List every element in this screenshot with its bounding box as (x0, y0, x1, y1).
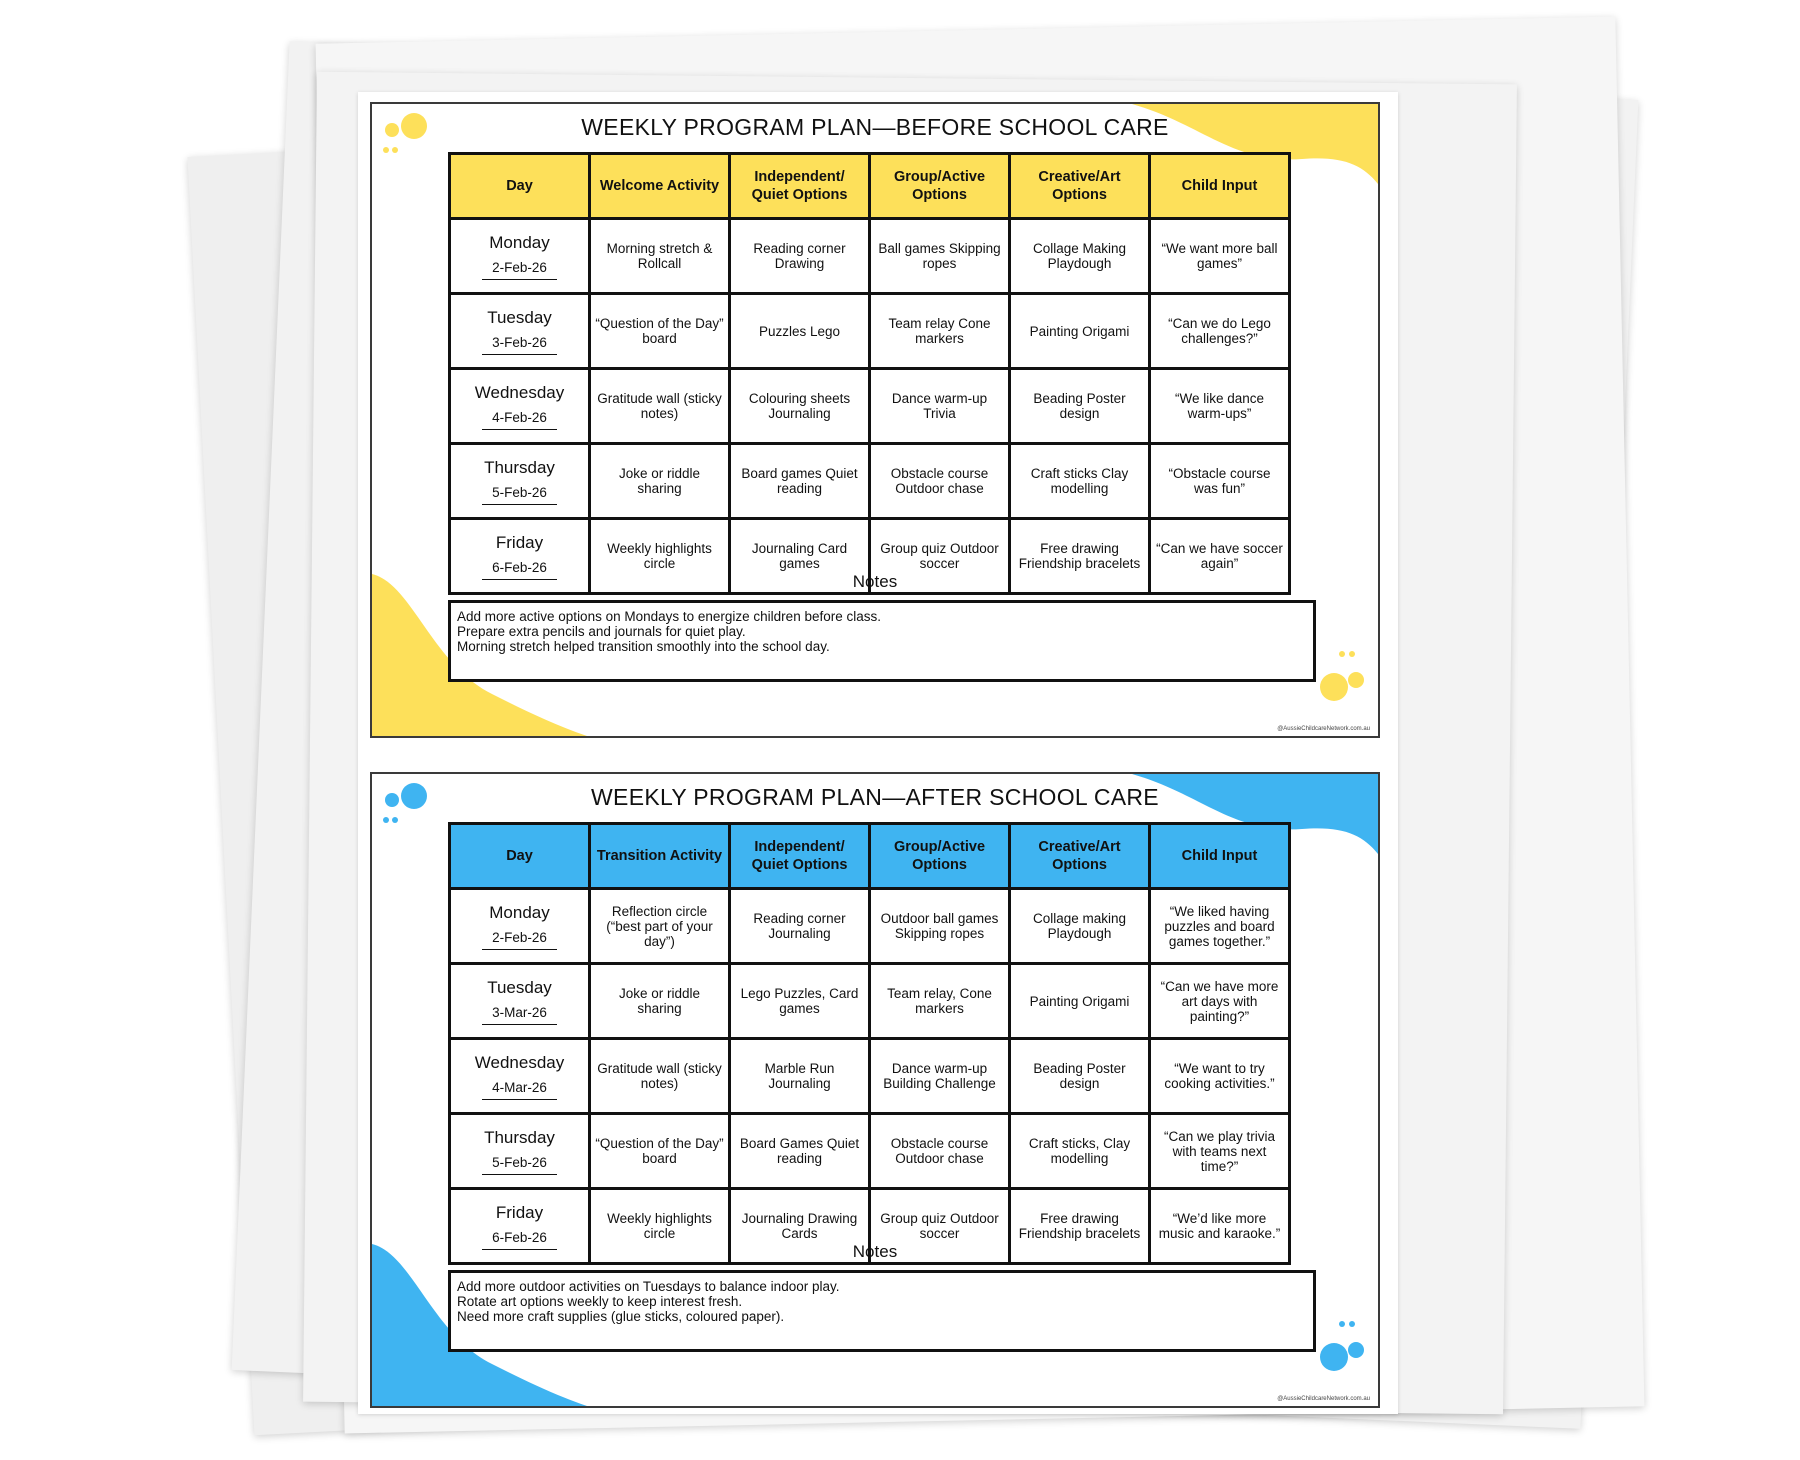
notes-heading: Notes (852, 1242, 898, 1261)
note-line: Rotate art options weekly to keep interest fresh. (457, 1294, 743, 1309)
table-cell: Craft sticks Clay modelling (1010, 444, 1150, 519)
table-cell: Free drawing Friendship bracelets (1010, 519, 1150, 594)
table-cell: Joke or riddle sharing (590, 444, 730, 519)
day-name: Tuesday (487, 977, 552, 997)
table-cell: Weekly highlights circle (590, 1189, 730, 1264)
table-cell: Board Games Quiet reading (730, 1114, 870, 1189)
table-row (450, 444, 1290, 519)
table-cell: Dance warm-up Trivia (870, 369, 1010, 444)
day-cell (450, 444, 590, 519)
day-name: Wednesday (474, 382, 565, 402)
note-line: Need more craft supplies (glue sticks, coloured paper). (457, 1309, 785, 1324)
column-header: Creative/Art Options (1010, 154, 1150, 219)
day-date: 6-Feb-26 (482, 1228, 557, 1250)
table-row (450, 889, 1290, 964)
column-header: Welcome Activity (590, 154, 730, 219)
table-row (450, 369, 1290, 444)
day-name: Monday (489, 232, 550, 252)
table-cell: Board games Quiet reading (730, 444, 870, 519)
table-cell: Reading corner Journaling (730, 889, 870, 964)
column-header: Creative/Art Options (1010, 824, 1150, 889)
table-cell: “Question of the Day” board (590, 1114, 730, 1189)
day-name: Thursday (484, 457, 555, 477)
table-cell: Free drawing Friendship bracelets (1010, 1189, 1150, 1264)
column-header: Group/Active Options (870, 824, 1010, 889)
table-cell: Ball games Skipping ropes (870, 219, 1010, 294)
table-row (450, 219, 1290, 294)
credit-text: @AussieChildcareNetwork.com.au (1277, 1396, 1370, 1402)
table-row (450, 1039, 1290, 1114)
day-date: 4-Mar-26 (482, 1078, 557, 1100)
day-name: Monday (489, 902, 550, 922)
table-header-row (450, 154, 1290, 219)
table-cell: Weekly highlights circle (590, 519, 730, 594)
table-cell: “Can we have more art days with painting?” (1150, 964, 1290, 1039)
table-cell: “We want more ball games” (1150, 219, 1290, 294)
column-header: Day (450, 154, 590, 219)
table-row (450, 964, 1290, 1039)
table-cell: Morning stretch & Rollcall (590, 219, 730, 294)
day-date: 3-Feb-26 (482, 333, 557, 355)
day-cell (450, 889, 590, 964)
table-cell: Beading Poster design (1010, 1039, 1150, 1114)
program-table (448, 152, 1291, 595)
table-cell: Journaling Card games (730, 519, 870, 594)
program-table (448, 822, 1291, 1265)
day-cell (450, 1114, 590, 1189)
day-cell (450, 294, 590, 369)
day-cell (450, 369, 590, 444)
day-cell (450, 1039, 590, 1114)
day-date: 2-Feb-26 (482, 928, 557, 950)
column-header: Child Input (1150, 824, 1290, 889)
table-cell: Team relay, Cone markers (870, 964, 1010, 1039)
table-cell: “Can we have soccer again” (1150, 519, 1290, 594)
day-name: Friday (495, 1202, 544, 1222)
table-cell: Painting Origami (1010, 964, 1150, 1039)
table-cell: Gratitude wall (sticky notes) (590, 369, 730, 444)
plan-title: WEEKLY PROGRAM PLAN—AFTER SCHOOL CARE (591, 784, 1159, 810)
table-row (450, 294, 1290, 369)
day-date: 5-Feb-26 (482, 483, 557, 505)
notes-box (448, 1270, 1316, 1352)
column-header: Transition Activity (590, 824, 730, 889)
table-cell: Journaling Drawing Cards (730, 1189, 870, 1264)
table-cell: Beading Poster design (1010, 369, 1150, 444)
day-cell (450, 219, 590, 294)
table-cell: “Can we do Lego challenges?” (1150, 294, 1290, 369)
table-cell: “We like dance warm-ups” (1150, 369, 1290, 444)
table-cell: Reflection circle (“best part of your day”) (590, 889, 730, 964)
table-cell: “Question of the Day” board (590, 294, 730, 369)
note-line: Morning stretch helped transition smoothly into the school day. (457, 639, 830, 654)
note-line: Prepare extra pencils and journals for quiet play. (457, 624, 746, 639)
table-cell: Group quiz Outdoor soccer (870, 519, 1010, 594)
table-cell: Collage Making Playdough (1010, 219, 1150, 294)
table-cell: Group quiz Outdoor soccer (870, 1189, 1010, 1264)
table-cell: Dance warm-up Building Challenge (870, 1039, 1010, 1114)
day-date: 6-Feb-26 (482, 558, 557, 580)
table-cell: “Can we play trivia with teams next time?” (1150, 1114, 1290, 1189)
day-date: 4-Feb-26 (482, 408, 557, 430)
table-cell: Lego Puzzles, Card games (730, 964, 870, 1039)
table-cell: Reading corner Drawing (730, 219, 870, 294)
column-header: Day (450, 824, 590, 889)
notes-heading: Notes (852, 572, 898, 591)
column-header: Group/Active Options (870, 154, 1010, 219)
column-header: Independent/ Quiet Options (730, 824, 870, 889)
table-cell: Colouring sheets Journaling (730, 369, 870, 444)
table-cell: Gratitude wall (sticky notes) (590, 1039, 730, 1114)
table-cell: Obstacle course Outdoor chase (870, 444, 1010, 519)
table-header-row (450, 824, 1290, 889)
table-cell: “We’d like more music and karaoke.” (1150, 1189, 1290, 1264)
day-date: 5-Feb-26 (482, 1153, 557, 1175)
day-name: Wednesday (474, 1052, 565, 1072)
note-line: Add more outdoor activities on Tuesdays to balance indoor play. (457, 1279, 840, 1294)
day-cell (450, 964, 590, 1039)
table-cell: Obstacle course Outdoor chase (870, 1114, 1010, 1189)
day-date: 2-Feb-26 (482, 258, 557, 280)
front-page (358, 92, 1398, 1414)
table-cell: “Obstacle course was fun” (1150, 444, 1290, 519)
day-name: Friday (495, 532, 544, 552)
table-cell: Team relay Cone markers (870, 294, 1010, 369)
table-cell: Marble Run Journaling (730, 1039, 870, 1114)
table-cell: Collage making Playdough (1010, 889, 1150, 964)
table-cell: Outdoor ball games Skipping ropes (870, 889, 1010, 964)
table-cell: Joke or riddle sharing (590, 964, 730, 1039)
table-row (450, 1114, 1290, 1189)
day-date: 3-Mar-26 (482, 1003, 557, 1025)
column-header: Independent/ Quiet Options (730, 154, 870, 219)
column-header: Child Input (1150, 154, 1290, 219)
day-name: Thursday (484, 1127, 555, 1147)
credit-text: @AussieChildcareNetwork.com.au (1277, 726, 1370, 732)
day-name: Tuesday (487, 307, 552, 327)
table-cell: “We liked having puzzles and board games together.” (1150, 889, 1290, 964)
plan-title: WEEKLY PROGRAM PLAN—BEFORE SCHOOL CARE (581, 114, 1169, 140)
table-cell: Puzzles Lego (730, 294, 870, 369)
table-cell: Craft sticks, Clay modelling (1010, 1114, 1150, 1189)
notes-box (448, 600, 1316, 682)
table-cell: Painting Origami (1010, 294, 1150, 369)
after-school-plan (370, 772, 1380, 1408)
table-cell: “We want to try cooking activities.” (1150, 1039, 1290, 1114)
before-school-plan (370, 102, 1380, 738)
note-line: Add more active options on Mondays to energize children before class. (457, 609, 881, 624)
